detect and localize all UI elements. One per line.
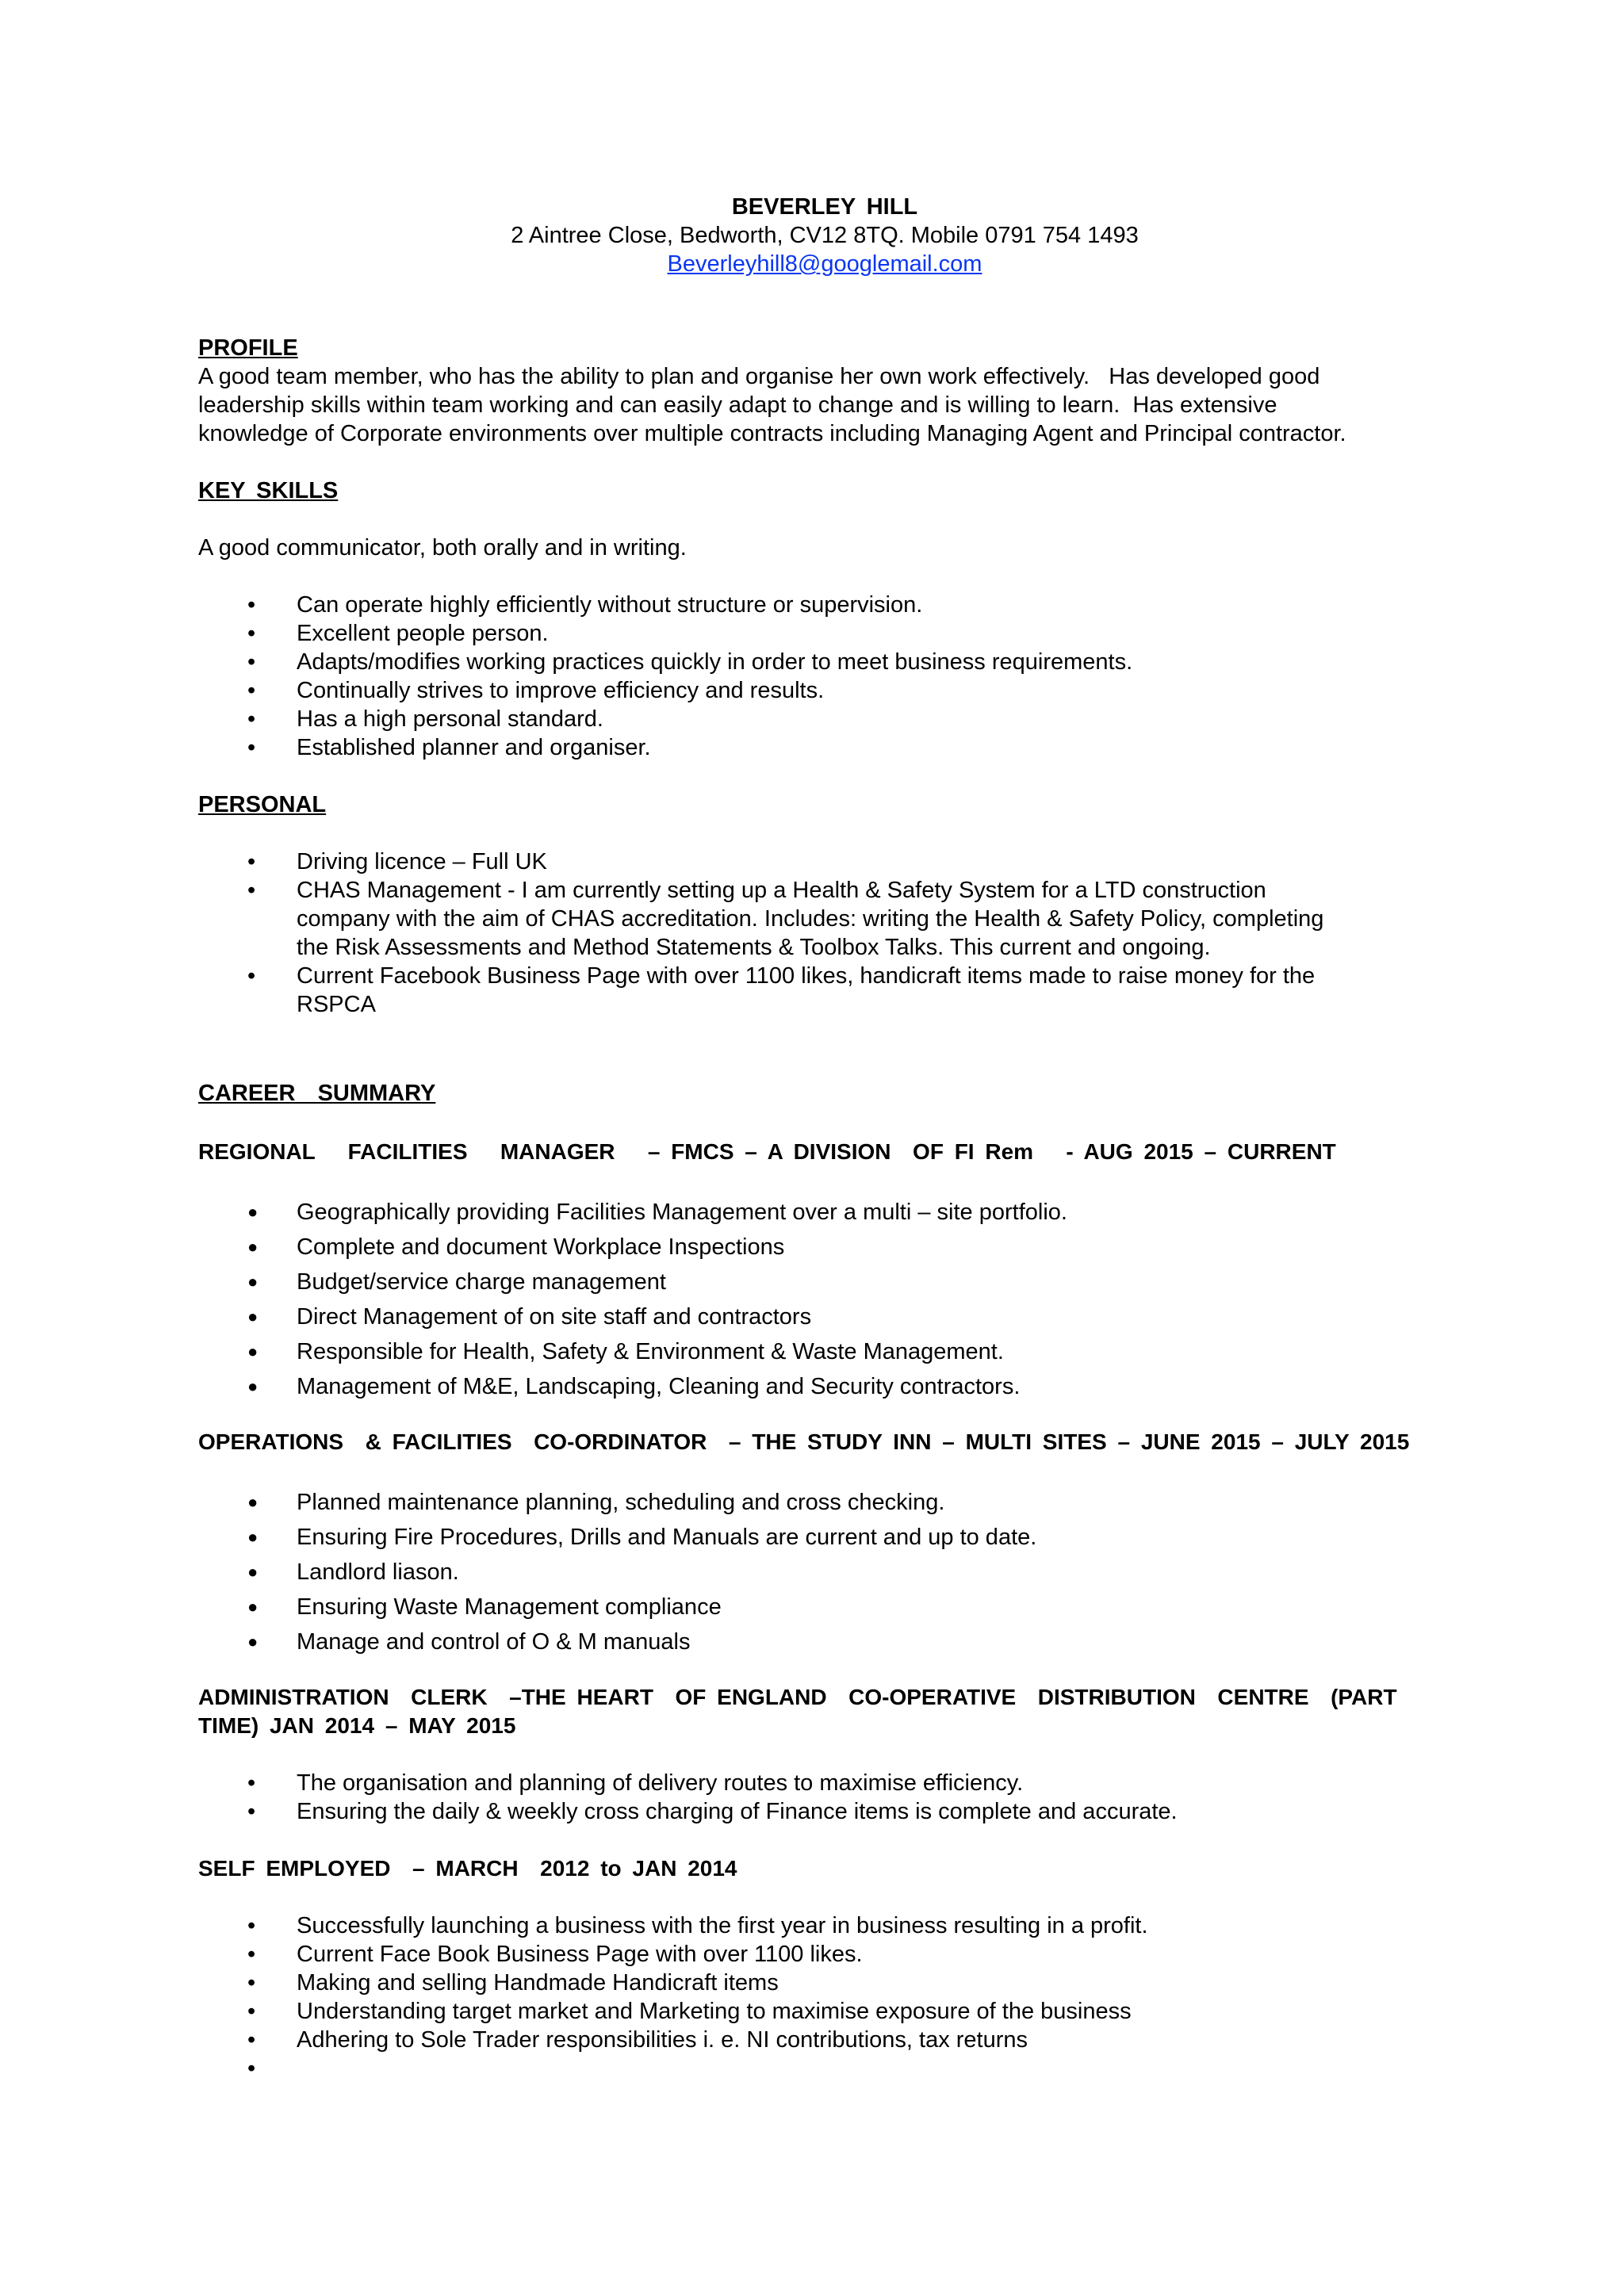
- list-item: ● Landlord liason.: [198, 1555, 1451, 1590]
- list-item: • Adhering to Sole Trader responsibilities i. e. NI contributions, tax returns: [247, 2027, 1028, 2053]
- profile-heading: PROFILE: [198, 335, 298, 361]
- list-item: • Can operate highly efficiently without structure or supervision.: [247, 592, 923, 618]
- list-item: • Current Face Book Business Page with over 1100 likes.: [247, 1942, 863, 1967]
- bullet-icon: ●: [247, 1492, 259, 1512]
- list-item: ● Planned maintenance planning, scheduling and cross checking.: [198, 1485, 1451, 1520]
- bullet-icon: ●: [247, 1237, 259, 1257]
- bullet-icon: •: [247, 1913, 256, 1938]
- list-item: • Making and selling Handmade Handicraft items: [247, 1970, 779, 1996]
- bullet-icon: •: [247, 1799, 256, 1824]
- bullet-icon: •: [247, 2056, 256, 2081]
- profile-line: knowledge of Corporate environments over multiple contracts including Managing Agent and Principal contractor.: [198, 421, 1346, 446]
- bullet-icon: •: [247, 849, 256, 874]
- list-item: • Current Facebook Business Page with over 1100 likes, handicraft items made to raise money for the RSPCA: [247, 963, 1316, 1017]
- job-duties-list: [198, 1195, 1451, 1404]
- personal-list: [198, 848, 1451, 1019]
- bullet-icon: •: [247, 1770, 256, 1796]
- key-skills-list: [198, 591, 1451, 762]
- list-item: ● Ensuring Fire Procedures, Drills and Manuals are current and up to date.: [198, 1520, 1451, 1555]
- bullet-icon: •: [247, 678, 256, 703]
- profile-line: A good team member, who has the ability to plan and organise her own work effectively. Has developed good: [198, 364, 1320, 389]
- bullet-icon: •: [247, 2027, 256, 2053]
- bullet-icon: ●: [247, 1527, 259, 1547]
- list-item: • Continually strives to improve efficiency and results.: [247, 678, 825, 703]
- job-duties-list: [198, 1485, 1451, 1659]
- job-title: SELF EMPLOYED – MARCH 2012 to JAN 2014: [198, 1856, 737, 1881]
- bullet-icon: •: [247, 592, 256, 618]
- bullet-icon: •: [247, 1942, 256, 1967]
- bullet-icon: •: [247, 706, 256, 732]
- job-title: ADMINISTRATION CLERK –THE HEART OF ENGLAND CO-OPERATIVE DISTRIBUTION CENTRE (PART TIME) JAN 2014 – MAY 2015: [198, 1685, 1397, 1738]
- job-duties-list: [198, 1911, 1451, 2081]
- list-item: • Adapts/modifies working practices quickly in order to meet business requirements.: [247, 649, 1133, 675]
- list-item: • Understanding target market and Marketing to maximise exposure of the business: [247, 1999, 1132, 2024]
- resume-content: [198, 193, 1451, 2081]
- personal-heading: PERSONAL: [198, 792, 327, 817]
- bullet-icon: •: [247, 735, 256, 760]
- list-item: • Has a high personal standard.: [247, 706, 603, 732]
- list-item: • Established planner and organiser.: [247, 735, 651, 760]
- list-item: • Successfully launching a business with the first year in business resulting in a profit.: [247, 1913, 1148, 1938]
- bullet-icon: ●: [247, 1341, 259, 1361]
- bullet-icon: ●: [247, 1597, 259, 1617]
- bullet-icon: ●: [247, 1632, 259, 1651]
- list-item: ● Budget/service charge management: [198, 1265, 1451, 1299]
- list-item: ● Geographically providing Facilities Management over a multi – site portfolio.: [198, 1195, 1451, 1230]
- career-summary-heading: CAREER SUMMARY: [198, 1081, 436, 1106]
- bullet-icon: •: [247, 1970, 256, 1996]
- job-duties-list: [198, 1769, 1451, 1826]
- bullet-icon: •: [247, 1999, 256, 2024]
- contact-address: 2 Aintree Close, Bedworth, CV12 8TQ. Mobile 0791 754 1493: [511, 223, 1139, 248]
- bullet-icon: •: [247, 963, 256, 989]
- list-item: • Driving licence – Full UK: [247, 849, 547, 874]
- list-item: ● Direct Management of on site staff and contractors: [198, 1299, 1451, 1334]
- bullet-icon: •: [247, 878, 256, 903]
- bullet-icon: ●: [247, 1562, 259, 1582]
- job-title: REGIONAL FACILITIES MANAGER – FMCS – A DIVISION OF FI Rem - AUG 2015 – CURRENT: [198, 1139, 1336, 1164]
- bullet-icon: ●: [247, 1307, 259, 1326]
- list-item: ● Responsible for Health, Safety & Environment & Waste Management.: [198, 1334, 1451, 1369]
- profile-text: [198, 362, 1451, 448]
- list-item: • Excellent people person.: [247, 621, 549, 646]
- candidate-name: BEVERLEY HILL: [731, 194, 918, 220]
- list-item: • CHAS Management - I am currently setting up a Health & Safety System for a LTD construction company with the aim of CHAS accreditation. Includes: writing the Health & Safety Policy, completing the Risk Assessments and Method Statements & Toolbox Talks. This current and ongoing.: [247, 878, 1324, 960]
- profile-line: leadership skills within team working and can easily adapt to change and is willing to learn. Has extensive: [198, 392, 1277, 418]
- bullet-icon: •: [247, 621, 256, 646]
- key-skills-heading: KEY SKILLS: [198, 478, 339, 503]
- bullet-icon: ●: [247, 1202, 259, 1222]
- list-item: ● Management of M&E, Landscaping, Cleaning and Security contractors.: [198, 1369, 1451, 1404]
- email-link[interactable]: Beverleyhill8@googlemail.com: [667, 251, 982, 277]
- bullet-icon: ●: [247, 1376, 259, 1396]
- list-item: • Ensuring the daily & weekly cross charging of Finance items is complete and accurate.: [247, 1799, 1178, 1824]
- bullet-icon: •: [247, 649, 256, 675]
- key-skills-intro: A good communicator, both orally and in writing.: [198, 535, 687, 561]
- list-item: ● Manage and control of O & M manuals: [198, 1624, 1451, 1659]
- list-item: ● Complete and document Workplace Inspections: [198, 1230, 1451, 1265]
- list-item: • The organisation and planning of delivery routes to maximise efficiency.: [247, 1770, 1024, 1796]
- contact-email: [198, 250, 1451, 278]
- bullet-icon: ●: [247, 1272, 259, 1292]
- list-item: ● Ensuring Waste Management compliance: [198, 1590, 1451, 1624]
- job-title: OPERATIONS & FACILITIES CO-ORDINATOR – THE STUDY INN – MULTI SITES – JUNE 2015 – JULY 2015: [198, 1429, 1410, 1454]
